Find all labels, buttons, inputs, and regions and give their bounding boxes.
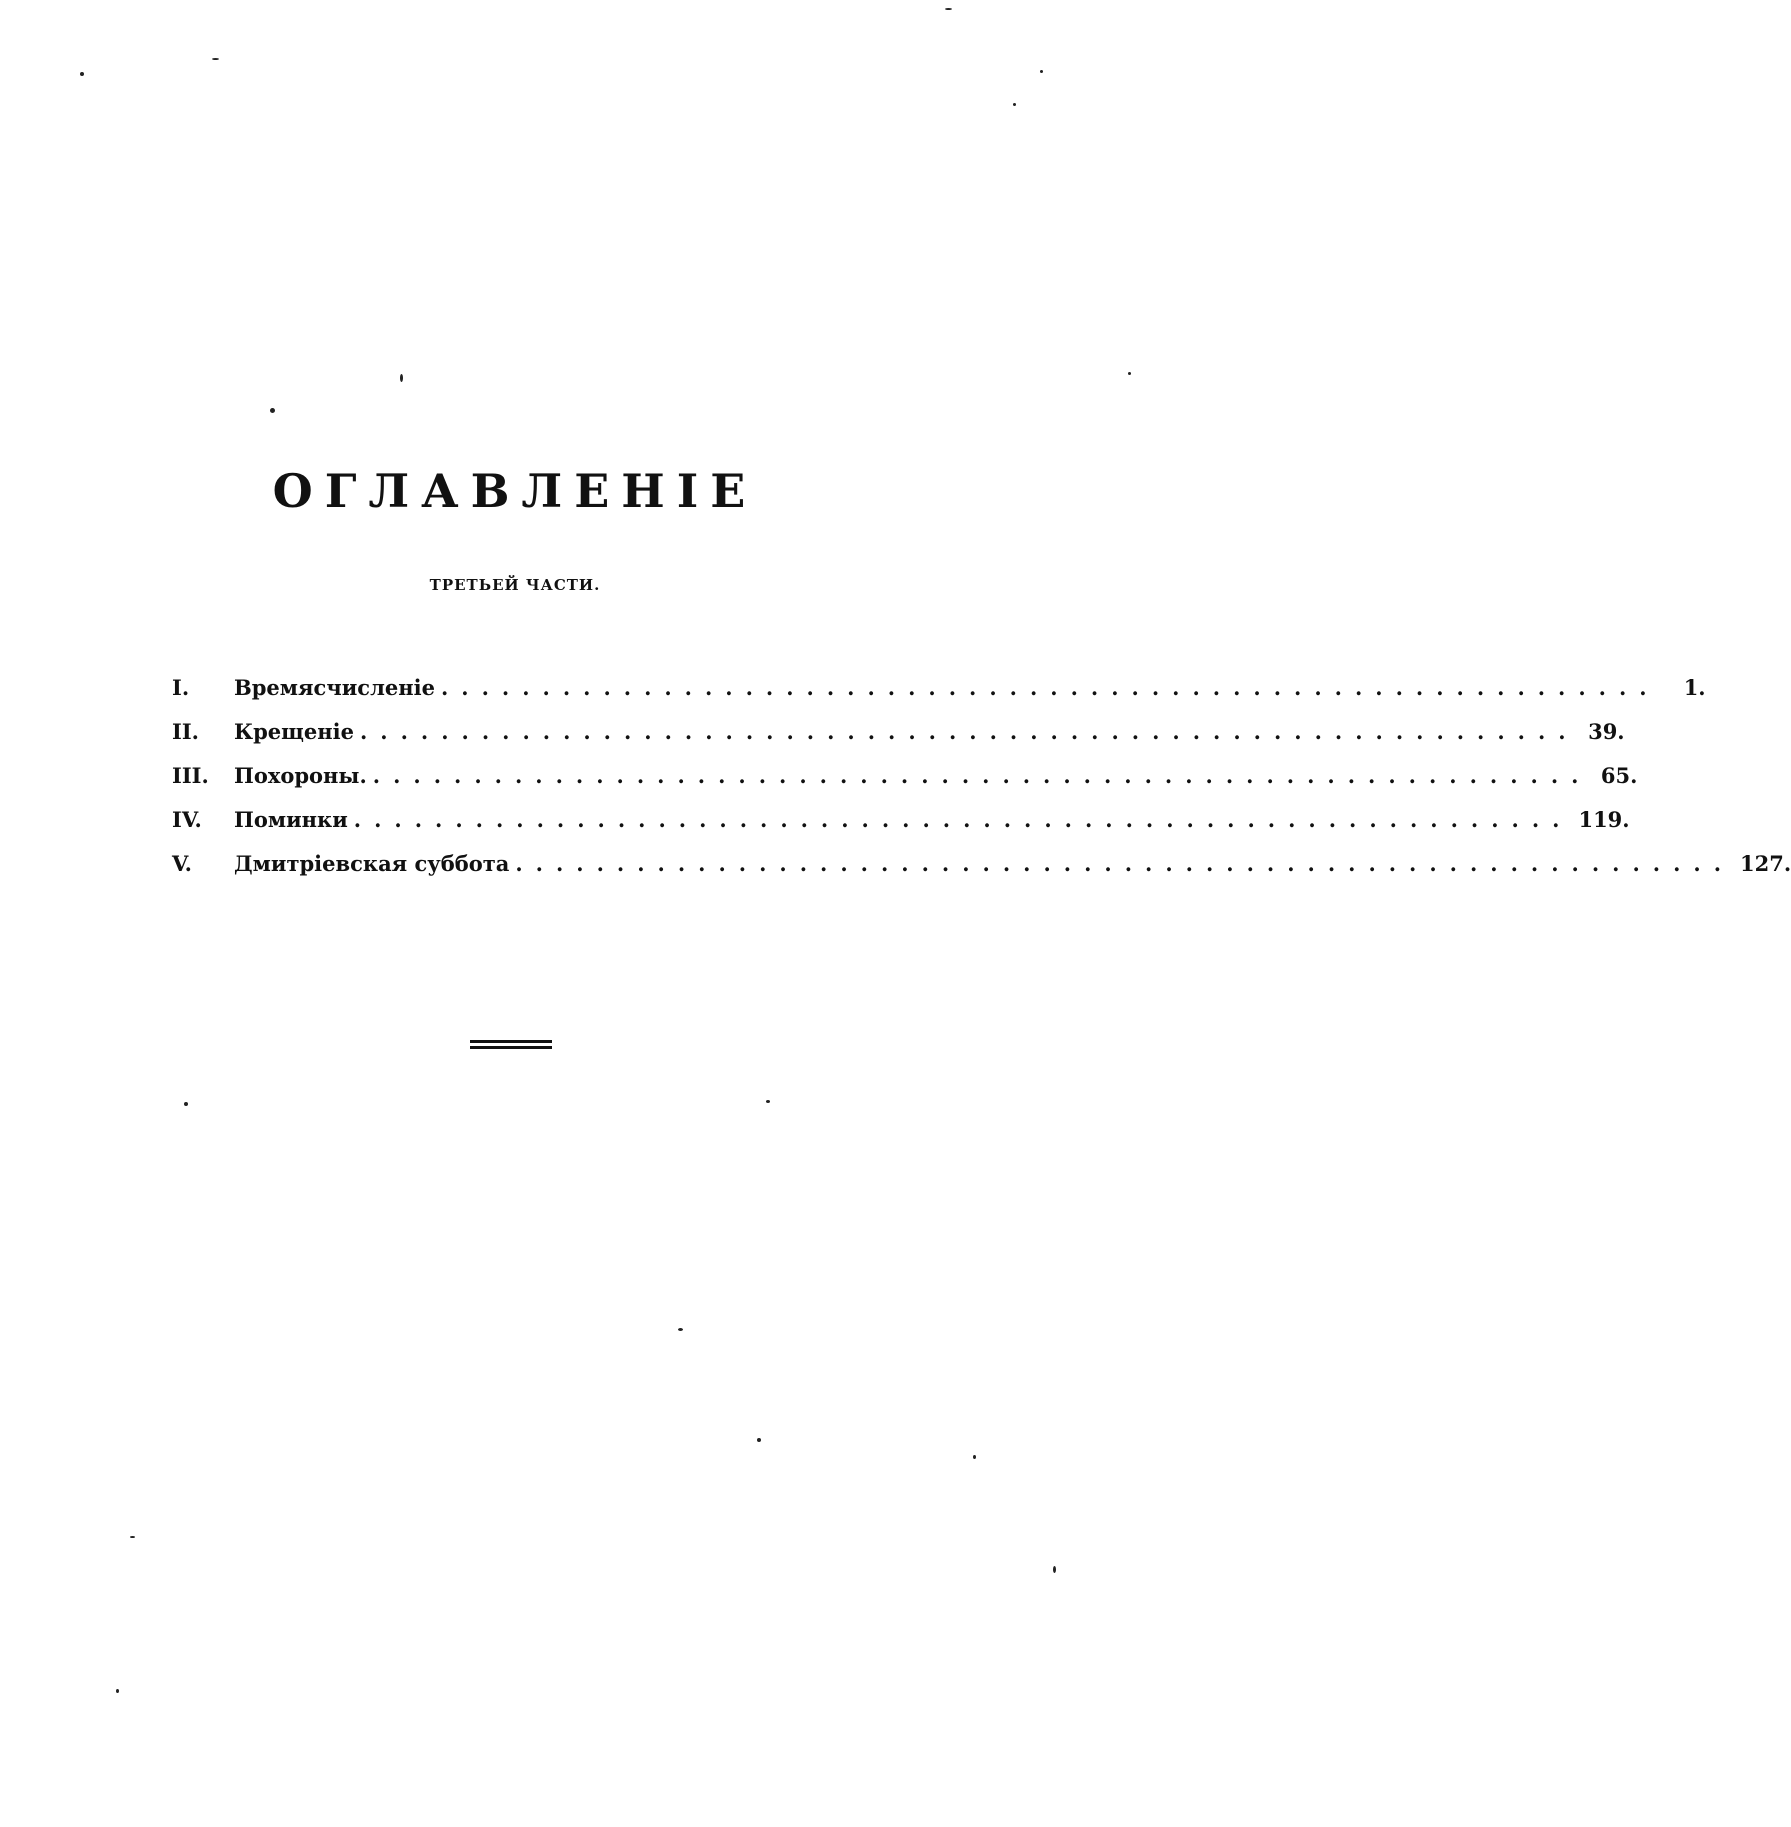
scan-speck [757,1438,761,1442]
toc-entry-number: V. [172,851,192,876]
toc-entry-number: I. [172,675,190,700]
scan-speck [1013,103,1016,106]
toc-entry [172,807,1630,851]
toc-entry-title: Похороны. [234,763,367,788]
toc-dot-leader: ............................................................ [440,675,1660,700]
toc-entry-number: IV. [172,807,202,832]
scan-speck [270,408,275,413]
toc-dot-leader: ............................................................ [372,763,1592,788]
scan-speck [1040,70,1043,73]
toc-entry-title: Времясчисленіе [234,675,435,700]
toc-entry-page: 119. [1578,807,1630,832]
scan-speck [400,374,403,382]
toc-dot-leader: ............................................................ [353,807,1573,832]
toc-entry-number: III. [172,763,209,788]
toc-entry-page: 1. [1683,675,1706,700]
scan-speck [945,8,952,10]
scan-speck [1128,372,1131,375]
toc-dot-leader: ............................................................ [359,719,1579,744]
toc-entry-title: Дмитріевская суббота [234,851,510,876]
scan-speck [130,1536,135,1538]
toc-entry-title: Крещеніе [234,719,354,744]
toc-entry-page: 39. [1588,719,1625,744]
table-of-contents [172,675,1791,895]
scan-speck [184,1102,188,1106]
page-title: ОГЛАВЛЕНIЕ [272,464,758,518]
scan-speck [678,1328,683,1331]
toc-dot-leader: ............................................................ [515,851,1735,876]
toc-entry [172,851,1791,895]
toc-entry-title: Поминки [234,807,348,832]
toc-entry-page: 65. [1600,763,1638,788]
scan-speck [116,1689,119,1693]
page-subtitle: ТРЕТЬЕЙ ЧАСТИ. [429,576,601,594]
double-rule-divider [470,1040,552,1049]
scan-speck [212,58,219,60]
toc-entry-page: 127. [1740,851,1791,876]
toc-entry [172,719,1625,763]
scan-speck [766,1100,770,1103]
toc-entry [172,763,1638,807]
scan-speck [80,72,84,76]
scan-speck [1053,1566,1056,1573]
scan-speck [973,1455,976,1459]
toc-entry [172,675,1706,719]
toc-entry-number: II. [172,719,199,744]
